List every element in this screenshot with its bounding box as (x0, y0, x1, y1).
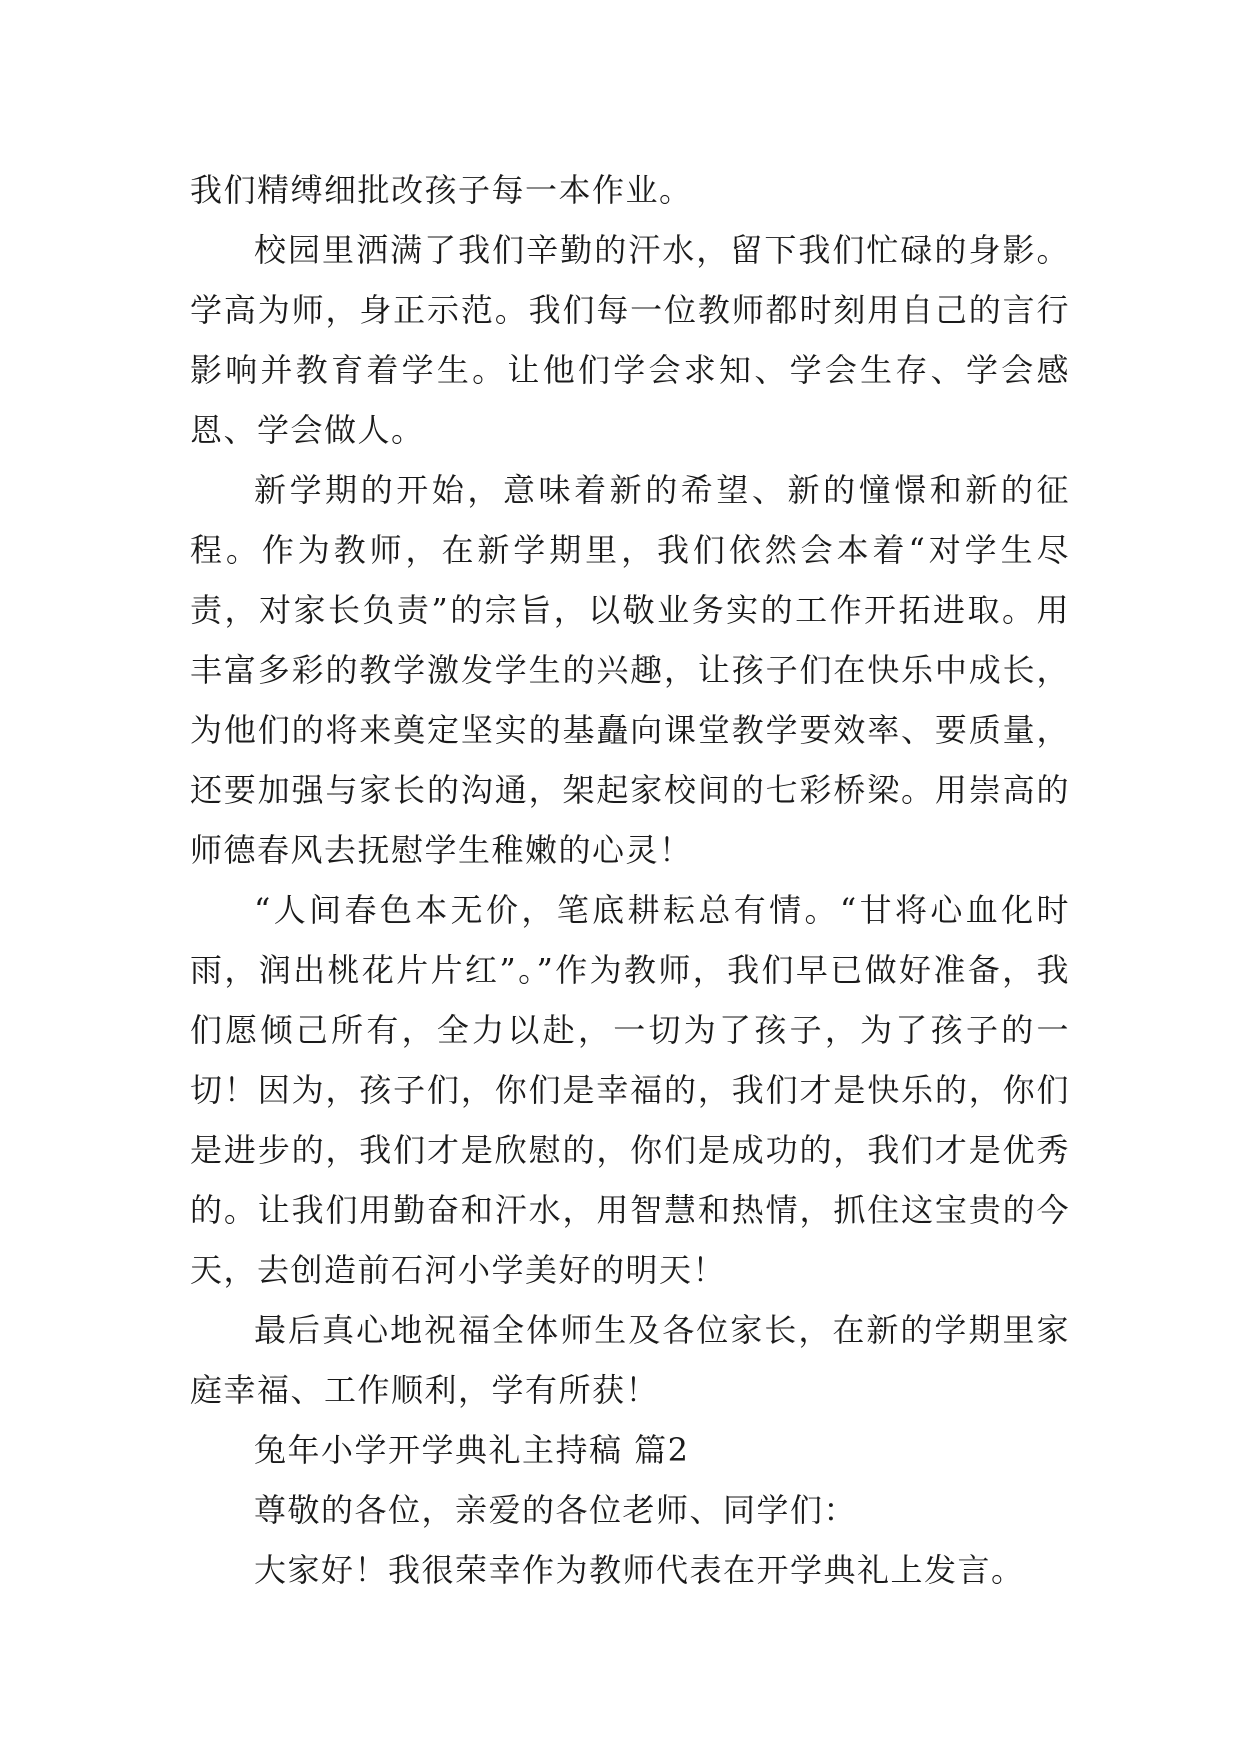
paragraph-new-semester: 新学期的开始，意味着新的希望、新的憧憬和新的征程。作为教师，在新学期里，我们依然会本着“对学生尽责，对家长负责”的宗旨，以敬业务实的工作开拓进取。用丰富多彩的教学激发学生的兴趣，让孩子们在快乐中成长，为他们的将来奠定坚实的基矗向课堂教学要效率、要质量，还要加强与家长的沟通，架起家校间的七彩桥梁。用崇高的师德春风去抚慰学生稚嫩的心灵！ (190, 471, 1070, 869)
paragraph-continuation: 我们精缚细批改孩子每一本作业。 (190, 171, 693, 209)
paragraph-poem-quote: “人间春色本无价，笔底耕耘总有情。“甘将心血化时雨，润出桃花片片红”。”作为教师，我们早已做好准备，我们愿倾己所有，全力以赴，一切为了孩子，为了孩子的一切！因为，孩子们，你们是幸福的，我们才是快乐的，你们是进步的，我们才是欣慰的，你们是成功的，我们才是优秀的。让我们用勤奋和汗水，用智慧和热情，抓住这宝贵的今天，去创造前石河小学美好的明天！ (190, 891, 1070, 1289)
paragraph-greeting: 大家好！我很荣幸作为教师代表在开学典礼上发言。 (254, 1551, 1025, 1589)
document-body (190, 160, 1070, 1600)
section-heading: 兔年小学开学典礼主持稿 篇2 (254, 1431, 690, 1469)
paragraph-closing-wish: 最后真心地祝福全体师生及各位家长，在新的学期里家庭幸福、工作顺利，学有所获！ (190, 1311, 1070, 1409)
paragraph-campus: 校园里洒满了我们辛勤的汗水，留下我们忙碌的身影。学高为师，身正示范。我们每一位教师都时刻用自己的言行影响并教育着学生。让他们学会求知、学会生存、学会感恩、学会做人。 (190, 231, 1070, 449)
salutation: 尊敬的各位，亲爱的各位老师、同学们： (254, 1491, 858, 1529)
